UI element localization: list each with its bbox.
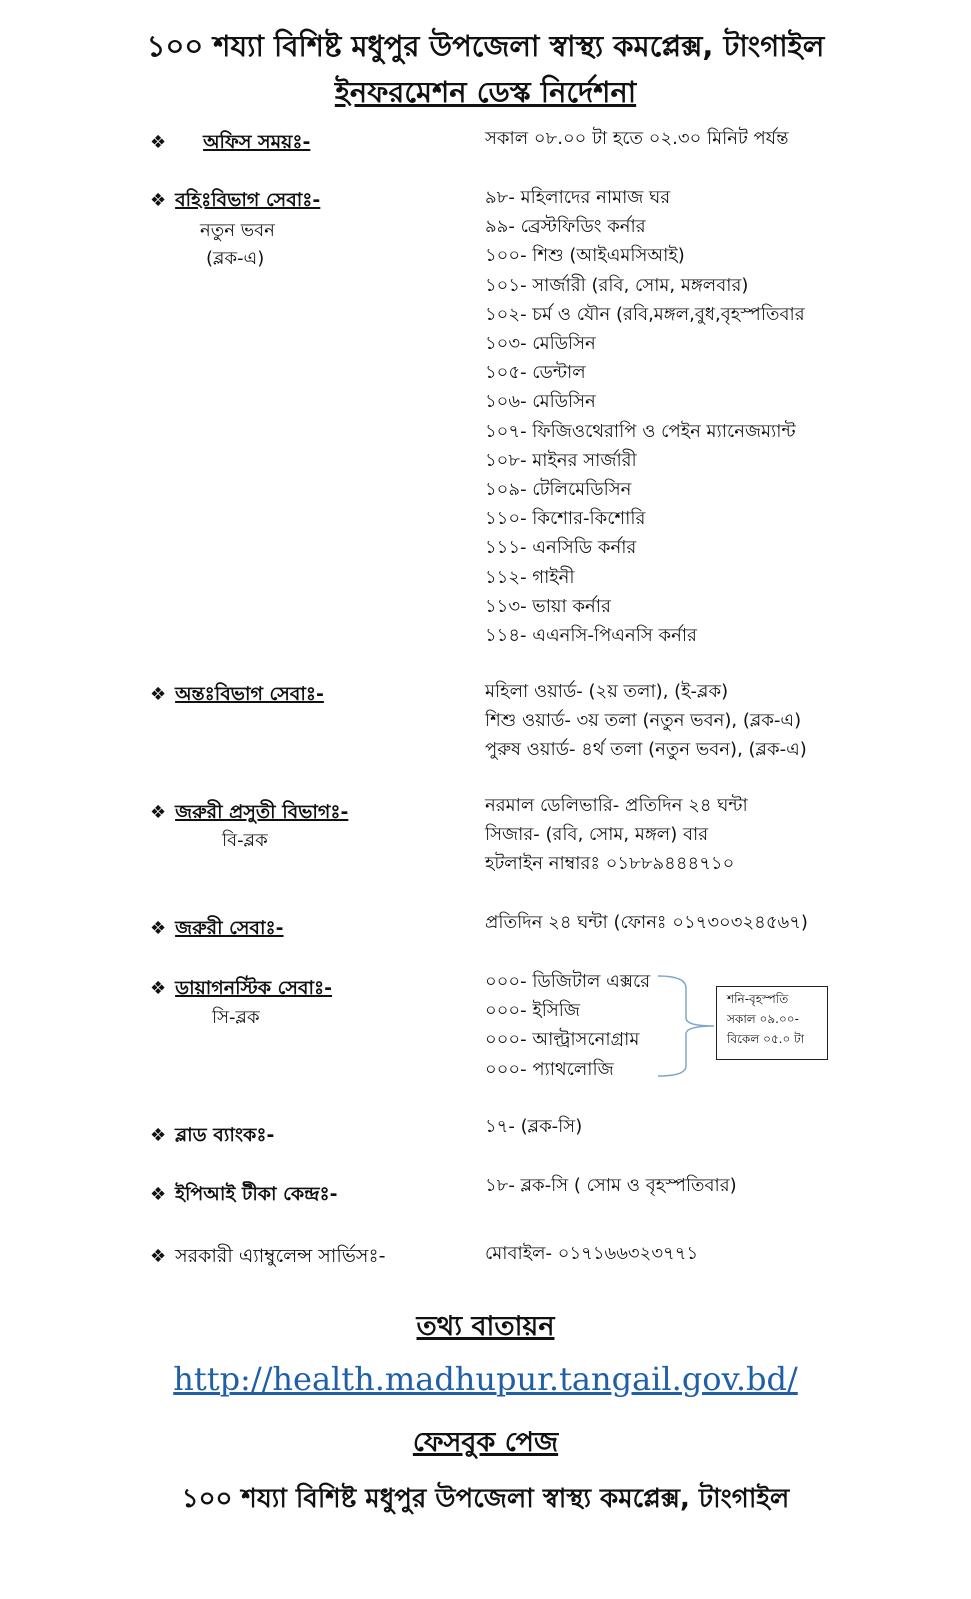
list-item: ১১৩- ভায়া কর্নার: [485, 595, 611, 617]
bullet-icon: ❖: [150, 1125, 167, 1146]
diagnostic-hours-box: [716, 986, 828, 1060]
bullet-icon: ❖: [150, 132, 167, 153]
list-item: ৯৮- মহিলাদের নামাজ ঘর: [485, 187, 671, 208]
section-epi: [150, 1180, 338, 1212]
ambulance-value: মোবাইল- ০১৭১৬৬৩২৩৭৭১: [485, 1243, 699, 1264]
bullet-icon: ❖: [150, 684, 167, 705]
list-item: ১১৪- এএনসি-পিএনসি কর্নার: [485, 625, 697, 647]
hours-line: শনি-বৃহস্পতি: [727, 992, 789, 1006]
list-item: ১০৬- মেডিসিন: [485, 391, 596, 413]
list-item: ১১০- কিশোর-কিশোরি: [485, 508, 646, 530]
indoor-list: [485, 677, 807, 765]
list-item: নরমাল ডেলিভারি- প্রতিদিন ২৪ ঘন্টা: [485, 795, 748, 816]
section-ambulance: [150, 1242, 385, 1274]
indoor-label: অন্তঃবিভাগ সেবাঃ-: [175, 683, 324, 705]
bullet-icon: ❖: [150, 190, 167, 211]
diagnostic-block: সি-ব্লক: [212, 1007, 260, 1028]
bullet-icon: ❖: [150, 1246, 167, 1267]
portal-link-row: [0, 1360, 971, 1398]
outdoor-label: বহিঃবিভাগ সেবাঃ-: [175, 189, 321, 211]
outdoor-list: [485, 183, 805, 650]
page-subtitle: [0, 70, 971, 119]
list-item: ১০৯- টেলিমেডিসিন: [485, 479, 632, 501]
list-item: ১১২- গাইনী: [485, 566, 575, 588]
outdoor-block: (ব্লক-এ): [206, 248, 265, 269]
list-item: হটলাইন নাম্বারঃ ০১৮৮৯৪৪৪৭১০: [485, 853, 735, 875]
brace-icon: [656, 972, 720, 1080]
diagnostic-label: ডায়াগনস্টিক সেবাঃ-: [175, 977, 333, 999]
list-item: ০০০- ডিজিটাল এক্সরে: [485, 971, 651, 992]
ambulance-label: সরকারী এ্যাম্বুলেন্স সার্ভিসঃ-: [175, 1245, 386, 1267]
maternity-block: বি-ব্লক: [222, 830, 268, 851]
epi-value: ১৮- ব্লক-সি ( সোম ও বৃহস্পতিবার): [485, 1175, 737, 1196]
section-indoor: [150, 680, 324, 712]
list-item: ০০০- প্যাথলোজি: [485, 1058, 614, 1080]
list-item: ০০০- আল্ট্রাসনোগ্রাম: [485, 1029, 640, 1051]
hours-line: বিকেল ০৫.০ টা: [727, 1032, 805, 1046]
bullet-icon: ❖: [150, 802, 167, 823]
epi-label: ইপিআই টীকা কেন্দ্রঃ-: [175, 1183, 338, 1205]
maternity-list: [485, 791, 748, 879]
bullet-icon: ❖: [150, 1184, 167, 1205]
bullet-icon: ❖: [150, 978, 167, 999]
emergency-value: প্রতিদিন ২৪ ঘন্টা (ফোনঃ ০১৭৩০৩২৪৫৬৭): [485, 912, 808, 933]
hours-line: সকাল ০৯.০০-: [727, 1012, 799, 1026]
page-title: ১০০ শয্যা বিশিষ্ট মধুপুর উপজেলা স্বাস্থ্য কমপ্লেক্স, টাংগাইল: [146, 29, 825, 63]
list-item: ১০২- চর্ম ও যৌন (রবি,মঙ্গল,বুধ,বৃহস্পতিবার: [485, 303, 805, 325]
maternity-label: জরুরী প্রসুতী বিভাগঃ-: [175, 801, 349, 823]
blood-bank-value: ১৭- (ব্লক-সি): [485, 1116, 583, 1137]
facebook-heading-text: ফেসবুক পেজ: [412, 1427, 559, 1458]
portal-heading: [0, 1306, 971, 1351]
list-item: ১০৮- মাইনর সার্জারী: [485, 449, 637, 471]
list-item: ১০৭- ফিজিওথেরাপি ও পেইন ম্যানেজম্যান্ট: [485, 420, 796, 442]
section-blood-bank: [150, 1121, 274, 1153]
facebook-heading: [0, 1422, 971, 1467]
list-item: ১০১- সার্জারী (রবি, সোম, মঙ্গলবার): [485, 274, 749, 296]
list-item: সিজার- (রবি, সোম, মঙ্গল) বার: [485, 824, 709, 846]
emergency-label: জরুরী সেবাঃ-: [175, 917, 284, 939]
portal-heading-text: তথ্য বাতায়ন: [416, 1311, 555, 1342]
section-emergency: [150, 914, 284, 946]
section-outdoor: [150, 186, 320, 218]
list-item: ৯৯- ব্রেস্টফিডিং কর্নার: [485, 216, 646, 238]
office-value: সকাল ০৮.০০ টা হতে ০২.৩০ মিনিট পর্যন্ত: [485, 128, 789, 149]
list-item: ১১১- এনসিডি কর্নার: [485, 537, 637, 559]
subtitle-text: ইনফরমেশন ডেস্ক নির্দেশনা: [334, 75, 637, 109]
facebook-page-name: ১০০ শয্যা বিশিষ্ট মধুপুর উপজেলা স্বাস্থ্য কমপ্লেক্স, টাংগাইল: [181, 1484, 790, 1514]
portal-url-link[interactable]: http://health.madhupur.tangail.gov.bd/: [173, 1360, 798, 1398]
bullet-icon: ❖: [150, 918, 167, 939]
section-diagnostic: [150, 974, 332, 1006]
office-label: অফিস সময়ঃ-: [203, 131, 311, 153]
diagnostic-list: [485, 967, 650, 1084]
blood-bank-label: ব্লাড ব্যাংকঃ-: [175, 1124, 275, 1146]
list-item: মহিলা ওয়ার্ড- (২য় তলা), (ই-ব্লক): [485, 681, 729, 702]
outdoor-building: নতুন ভবন: [200, 220, 275, 241]
list-item: ১০৫- ডেন্টাল: [485, 362, 586, 384]
list-item: ০০০- ইসিজি: [485, 1000, 580, 1022]
list-item: শিশু ওয়ার্ড- ৩য় তলা (নতুন ভবন), (ব্লক-এ): [485, 710, 802, 732]
section-office: [150, 128, 310, 160]
list-item: ১০০- শিশু (আইএমসিআই): [485, 245, 685, 267]
list-item: পুরুষ ওয়ার্ড- ৪র্থ তলা (নতুন ভবন), (ব্লক-এ): [485, 739, 807, 761]
list-item: ১০৩- মেডিসিন: [485, 333, 596, 355]
